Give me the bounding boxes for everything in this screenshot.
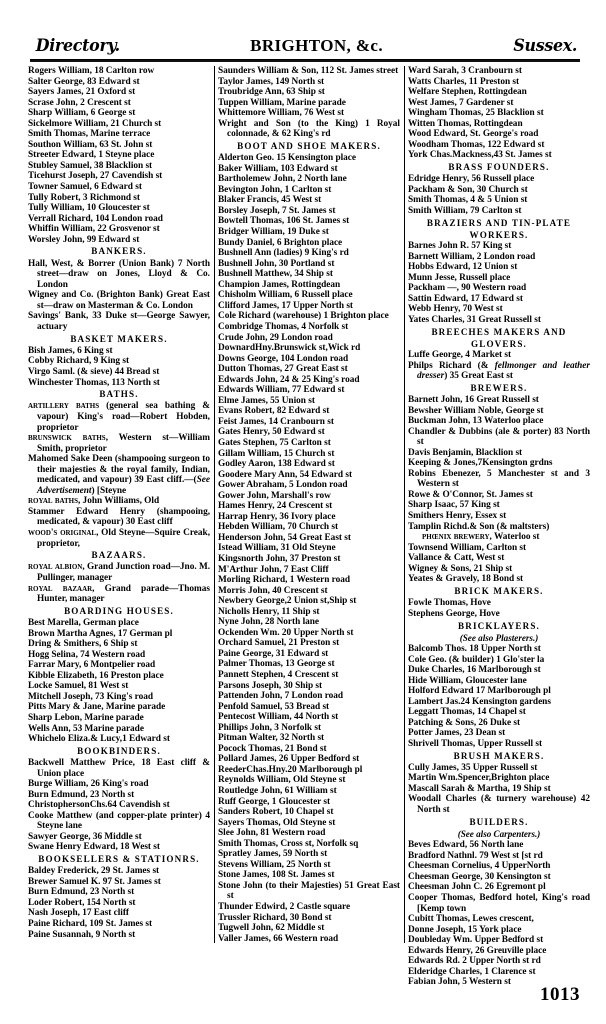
directory-entry: Nicholls Henry, 11 Ship st [218,606,320,617]
directory-entry: Chandler & Dubbins (ale & porter) 83 North st [408,426,590,448]
trade-heading: BRASS FOUNDERS. [448,162,550,173]
directory-entry: Harrap Henry, 36 Ivory place [218,511,336,522]
directory-entry: Edridge Henry, 56 Russell place [408,174,535,185]
directory-entry: Dring & Smithers, 6 Ship st [28,639,138,650]
directory-entry: Cheesman Cornelius, 4 UpperNorth [408,861,551,872]
trade-heading-continuation: WORKERS. [469,229,529,240]
directory-entry: Cole Geo. (& builder) 1 Glo'ster la [408,654,545,665]
directory-entry: Kingsnorth John, 37 Preston st [218,553,341,564]
directory-entry: Clifford James, 17 Upper North st [218,300,353,311]
directory-entry: Rowe & O'Connor, St. James st [408,489,533,500]
directory-entry: Palmer Thomas, 13 George st [218,659,335,670]
directory-entry: Sickelmore William, 21 Church st [28,118,162,129]
entry-italic-note: See Advertisement [37,475,210,496]
directory-entry: Morling Richard, 1 Western road [218,575,351,586]
directory-entry: Edwards Rd. 2 Upper North st rd [408,956,541,967]
directory-entry: Stevens William, 25 North st [218,859,331,870]
trade-heading: BREWERS. [470,382,528,393]
directory-entry: Stubley Samuel, 38 Blacklion st [28,160,153,171]
directory-entry: Slee John, 81 Western road [218,828,326,839]
directory-entry: ChristophersonChs.64 Cavendish st [28,800,170,811]
directory-column-2 [218,66,400,944]
directory-entry: Barnes John R. 57 King st [408,241,512,252]
directory-entry: Potter James, 23 Dean st [408,728,506,739]
directory-column-3 [408,66,590,988]
directory-entry: Vallance & Catt, West st [408,553,505,564]
directory-entry: Paine George, 31 Edward st [218,648,329,659]
directory-entry: Paine Susannah, 9 North st [28,929,136,940]
running-head-left: Directory. [35,36,120,55]
directory-entry: Ockenden Wm. 20 Upper North st [218,627,354,638]
entry-detail: (general sea bathing & vapour) King's road—Robert Hobden, proprietor [37,401,210,433]
directory-entry: Winchester Thomas, 113 North st [28,377,160,388]
directory-entry: Trussler Richard, 30 Bond st [218,912,332,923]
directory-entry: Cheesman John C. 26 Egremont pl [408,882,546,893]
directory-entry: Cheesman George, 30 Kensington st [408,871,551,882]
directory-entry: Edwards John, 24 & 25 King's road [218,374,360,385]
directory-entry: Bartholemew John, 2 North lane [218,174,347,185]
directory-entry: Combridge Thomas, 4 Norfolk st [218,321,349,332]
directory-entry: Backwell Matthew Price, 18 East cliff & Union place [28,757,210,779]
directory-entry: Barnett John, 16 Great Russell st [408,395,539,405]
directory-entry: Whichelo Eliza.& Lucy,1 Edward st [28,734,170,745]
entry-smallcaps-name: wood's original [28,528,97,538]
entry-italic-note: fellmonger and leather dresser [417,360,590,382]
entry-detail: , Western st—William Smith, proprietor [37,433,210,454]
directory-entry: Cole Richard (warehouse) 1 Brighton place [218,311,389,322]
directory-entry: York Chas.Mackness,43 St. James st [408,150,552,161]
directory-entry: Tugwell John, 62 Middle st [218,923,325,934]
directory-entry: Yates Charles, 31 Great Russell st [408,314,541,325]
directory-entry: Thunder Edwird, 2 Castle square [218,902,351,913]
directory-entry: Holford Edward 17 Marlborough pl [408,686,551,697]
directory-entry: Rogers William, 18 Carlton row [28,66,155,76]
directory-entry: Sattin Edward, 17 Edward st [408,293,523,304]
directory-entry: Borsley Joseph, 7 St. James st [218,205,336,216]
trade-heading: BRAZIERS AND TIN-PLATE [426,217,572,228]
directory-entry: Woodall Charles (& turnery warehouse) 42 North st [408,794,590,816]
directory-entry: Paine Richard, 109 St. James st [28,919,153,929]
directory-entry: Wright and Son (to the King) 1 Royal colonnade, & 62 King's rd [218,118,400,140]
directory-entry: Chisholm William, 6 Russell place [218,290,353,301]
directory-entry: Gates Henry, 50 Edward st [218,427,325,438]
directory-entry: Pattenden John, 7 London road [218,691,344,702]
directory-entry: Woodham Thomas, 122 Edward st [408,139,545,150]
directory-entry: Packham —, 90 Western road [408,283,527,294]
directory-entry: Champion James, Rottingdean [218,279,341,290]
directory-entry: Orchard Samuel, 21 Preston st [218,638,340,649]
directory-entry: Wigney and Co. (Brighton Bank) Great East st—draw on Masterman & Co. London [28,290,210,311]
column-divider-2 [400,66,408,971]
directory-entry: Bish James, 6 King st [28,345,113,356]
directory-entry: Bevington John, 1 Carlton st [218,184,332,195]
directory-entry: Martin Wm.Spencer,Brighton place [408,773,550,784]
trade-heading: BATHS. [99,389,139,400]
directory-entry: Mitchell Joseph, 73 King's road [28,691,153,702]
directory-entry: Sawyer George, 36 Middle st [28,831,142,842]
directory-entry: Yeates & Gravely, 18 Bond st [408,574,524,585]
directory-entry: Bridger William, 19 Duke st [218,227,329,238]
directory-entry: Elderidge Charles, 1 Clarence st [408,966,536,977]
trade-heading: BUILDERS. [469,816,529,827]
directory-entry: Hogg Selina, 74 Western road [28,649,146,660]
entry-smallcaps-name: brunswick baths [28,433,106,444]
directory-entry: Virgo Saml. (& sieve) 44 Bread st [28,366,160,377]
directory-entry: Burn Edmund, 23 North st [28,789,135,800]
directory-entry: Stone James, 108 St. James st [218,870,335,881]
entry-detail-tail: ) [Steyne [91,485,127,496]
directory-entry: Smithers Henry, Essex st [408,511,507,522]
directory-entry: Munn Jesse, Russell place [408,272,511,283]
directory-entry [28,528,210,549]
directory-entry: Pocock Thomas, 21 Bond st [218,743,327,754]
directory-entry: Downs George, 104 London road [218,353,349,364]
entry-detail: Mahomed Sake Deen (shampooing surgeon to their majesties & the royal family, Indian, medicated, and vapour) 39 East cliff.—( [28,454,210,486]
directory-entry: Hobbs Edward, 12 Union st [408,262,518,273]
directory-entry: Newbery George,2 Union st,Ship st [218,596,357,607]
directory-entry: Dutton Thomas, 27 Great East st [218,364,348,375]
directory-entry: Worsley John, 99 Edward st [28,234,140,245]
directory-entry: Townsend William, Carlton st [408,542,527,553]
directory-entry: Burge William, 26 King's road [28,779,149,790]
directory-entry: Sanders Robert, 10 Chapel st [218,807,334,818]
directory-entry: Goodere Mary Ann, 54 Edward st [218,469,353,480]
directory-entry: Routledge John, 61 William st [218,786,337,797]
trade-heading: BAZAARS. [91,550,147,561]
directory-entry: Spratley James, 59 North st [218,849,328,860]
cross-reference: (See also Plasterers.) [459,632,539,643]
trade-heading: BRUSH MAKERS. [453,750,545,761]
cross-reference: (See also Carpenters.) [457,828,541,839]
directory-entry [28,401,210,433]
trade-heading: BOOT AND SHOE MAKERS. [237,141,381,152]
directory-entry: Loder Robert, 154 North st [28,897,136,908]
directory-entry: Southon William, 63 St. John st [28,139,153,150]
entry-smallcaps-name: royal bazaar [28,583,93,594]
directory-entry: Balcomb Thos. 18 Upper North st [408,643,541,654]
directory-entry: Alderton Geo. 15 Kensington place [218,153,357,164]
entry-smallcaps-name: royal baths [28,496,78,507]
directory-entry: Salter George, 83 Edward st [28,76,140,87]
directory-entry: Savings' Bank, 33 Duke st—George Sawyer, actuary [28,311,210,332]
directory-entry: Leggatt Thomas, 14 Chapel st [408,707,526,718]
entry-detail-tail: ) 35 Great East st [444,371,513,382]
trade-heading-continuation: GLOVERS. [471,338,527,349]
directory-entry: Fowle Thomas, Hove [408,598,491,609]
directory-entry: Keeping & Jones,7Kensington grdns [408,458,553,469]
directory-entry [28,454,210,496]
directory-entry: DownardHny.Brunswick st,Wick rd [218,343,361,354]
directory-entry: Baldey Frederick, 29 St. James st [28,866,160,877]
directory-entry: Bundy Daniel, 6 Brighton place [218,237,343,248]
directory-entry: Burn Edmund, 23 North st [28,887,135,898]
directory-entry: Hide William, Gloucester lane [408,675,527,686]
directory-entry: Buckman John, 13 Waterloo place [408,416,544,427]
directory-entry: Smith William, 79 Carlton st [408,205,522,216]
running-head [28,36,582,56]
directory-entry: Wells Ann, 53 Marine parade [28,723,144,734]
directory-entry: Witten Thomas, Rottingdean [408,118,523,129]
directory-entry: Tully William, 10 Gloucester st [28,203,150,214]
directory-entry: Shrivell Thomas, Upper Russell st [408,738,543,749]
directory-entry: Cooke Matthew (and copper-plate printer) 4 Steyne lane [28,810,210,832]
trade-heading: BOOKBINDERS. [77,745,161,756]
directory-entry: Watts Charles, 11 Preston st [408,76,520,87]
directory-entry [28,496,210,507]
directory-entry: Cubitt Thomas, Lewes crescent, [408,914,534,925]
directory-entry: Troubridge Ann, 63 Ship st [218,87,325,98]
directory-entry: Gates Stephen, 75 Carlton st [218,437,331,448]
directory-entry: Bushnell John, 30 Portland st [218,258,335,269]
directory-entry: Smith Thomas, 4 & 5 Union st [408,195,528,206]
directory-entry: Taylor James, 149 North st [218,76,325,87]
directory-entry: Blaker Francis, 45 West st [218,195,322,206]
entry-detail: , John Williams, Old [77,496,160,507]
directory-entry: Bradford Nathnl. 79 West st [st rd [408,850,543,861]
directory-entry: Godley Aaron, 138 Edward st [218,459,335,470]
directory-entry: Saunders William & Son, 112 St. James street [218,66,399,76]
directory-entry: Fabian John, 5 Western st [408,977,511,988]
entry-detail: , Waterloo st [489,532,540,543]
trade-heading: BANKERS. [91,246,147,257]
directory-entry: Cobby Richard, 9 King st [28,356,130,367]
directory-entry: Pitman Walter, 32 North st [218,733,325,744]
directory-entry: Bushnell Ann (ladies) 9 King's rd [218,248,349,259]
directory-entry: Wingham Thomas, 25 Blacklion st [408,108,544,119]
trade-heading: BOARDING HOUSES. [64,605,174,616]
entry-smallcaps-name: royal albion [28,562,83,573]
directory-entry: Ticehurst Joseph, 27 Cavendish st [28,171,163,182]
column-divider-1 [210,66,218,971]
directory-entry: Smith Thomas, Marine terrace [28,129,151,140]
directory-entry: Stammer Edward Henry (shampooing, medicated, & vapour) 30 East cliff [28,506,210,528]
directory-entry: Nash Joseph, 17 East cliff [28,908,129,919]
directory-entry: Whittemore William, 76 West st [218,108,345,119]
directory-entry: Wood Edward, St. George's road [408,129,539,140]
directory-entry: Baker William, 103 Edward st [218,163,338,174]
page-number: 1013 [540,984,580,1005]
directory-entry: Packham & Son, 30 Church st [408,184,528,195]
directory-entry: Swane Henry Edward, 18 West st [28,842,160,853]
directory-entry: Best Marella, German place [28,618,139,629]
directory-entry: Brewer Samuel K. 97 St. James st [28,876,161,887]
directory-entry: Bushnell Matthew, 34 Ship st [218,269,333,280]
entry-detail: Philps Richard (& [408,360,495,371]
directory-entry: ReederChas.Hny.20 Marlborough pl [218,764,363,775]
directory-entry: Cooper Thomas, Bedford hotel, King's road [Kemp town [408,892,590,914]
directory-entry: Feist James, 14 Cranbourn st [218,416,334,427]
entry-smallcaps-name: phœnix brewery [422,532,490,543]
directory-entry: Pollard James, 26 Upper Bedford st [218,754,360,765]
directory-entry: Nyne John, 28 North lane [218,617,320,628]
directory-entry: Henderson John, 54 Great East st [218,532,351,543]
directory-entry: Sharp William, 6 George st [28,108,136,119]
directory-entry: Luffe George, 4 Market st [408,349,512,360]
directory-entry: Davis Benjamin, Blacklion st [408,447,523,458]
entry-detail: , Old Steyne—Squire Creak, proprietor, [37,528,210,549]
directory-entry [28,433,210,454]
directory-entry: Stone John (to their Majesties) 51 Great East st [218,880,400,902]
directory-entry: Mascall Sarah & Martha, 19 Ship st [408,783,551,794]
trade-heading: BASKET MAKERS. [70,333,168,344]
directory-entry [408,361,590,382]
running-head-right: Sussex. [512,36,577,55]
directory-entry: Farrar Mary, 6 Montpelier road [28,660,156,671]
directory-entry: Edwards Henry, 26 Greuville place [408,945,547,956]
directory-entry: Smith Thomas, Cross st, Norfolk sq [218,838,359,849]
directory-entry: Brown Martha Agnes, 17 German pl [28,628,173,639]
directory-entry: Verrall Richard, 104 London road [28,213,163,224]
directory-entry: Penfold Samuel, 53 Bread st [218,701,330,712]
directory-entry: Parsons Joseph, 30 Ship st [218,680,323,691]
entry-detail: , Grand parade—Thomas Hunter, manager [37,583,211,605]
directory-entry: Phillips John, 3 Norfolk st [218,722,322,733]
directory-entry: Evans Robert, 82 Edward st [218,406,330,417]
directory-entry: Doubleday Wm. Upper Bedford st [408,935,544,946]
directory-entry: Pannett Stephen, 4 Crescent st [218,670,339,680]
directory-entry: Ruff George, 1 Gloucester st [218,796,331,807]
directory-column-1 [28,66,210,940]
directory-entry [28,584,210,605]
directory-entry: Lambert Jas.24 Kensington gardens [408,696,551,707]
directory-entry: Istead William, 31 Old Steyne [218,543,336,554]
directory-entry: Gower John, Marshall's row [218,490,331,501]
directory-entry: Hebden William, 70 Church st [218,522,339,533]
directory-entry: West James, 7 Gardener st [408,97,514,108]
directory-entry: Wigney & Sons, 21 Ship st [408,563,513,574]
directory-entry: Bewsher William Noble, George st [408,405,544,416]
directory-entry: Kibble Elizabeth, 16 Preston place [28,670,164,681]
directory-entry: Ward Sarah, 3 Cranbourn st [408,66,522,76]
directory-entry: Pentecost William, 44 North st [218,712,339,723]
trade-heading: BREECHES MAKERS AND [431,326,567,337]
directory-entry: Barnett William, 2 London road [408,251,536,262]
directory-entry: Patching & Sons, 26 Duke st [408,717,521,728]
directory-entry: Tamplin Richd.& Son (& maltsters) [408,521,550,532]
directory-entry: Duke Charles, 16 Marlborough st [408,665,541,676]
directory-entry: Beves Edward, 56 North lane [408,840,524,851]
columns-container [28,66,590,988]
header-rule [30,59,580,62]
directory-entry: Sayers James, 21 Oxford st [28,87,136,98]
directory-entry: Gower Abraham, 5 London road [218,480,348,491]
directory-entry: Stephens George, Hove [408,608,500,619]
directory-entry: Sayers Thomas, Old Steyne st [218,817,336,828]
directory-entry: Tully Robert, 3 Richmond st [28,192,140,203]
entry-detail: , Grand Junction road—Jno. M. Pullinger, manager [37,562,210,584]
directory-entry: Scrase John, 2 Crescent st [28,97,131,108]
directory-entry: Towner Samuel, 6 Edward st [28,182,142,193]
directory-entry [28,562,210,583]
directory-entry: Crude John, 29 London road [218,332,333,343]
trade-heading: BRICKLAYERS. [458,620,540,631]
directory-entry: Edwards William, 77 Edward st [218,385,345,396]
directory-entry: Robins Ebenezer, 5 Manchester st and 3 Western st [408,468,590,490]
trade-heading: BOOKSELLERS & STATIONRS. [38,854,200,865]
directory-entry: Cully James, 35 Upper Russell st [408,762,538,773]
directory-entry: Sharp Lebon, Marine parade [28,712,144,723]
directory-entry: Whiffin William, 22 Grosvenor st [28,224,160,235]
directory-entry: Morris John, 40 Crescent st [218,585,328,596]
directory-entry: Sharp Isaac, 57 King st [408,500,500,511]
directory-entry: Streeter Edward, 1 Steyne place [28,150,155,161]
directory-entry: M'Arthur John, 7 East Cliff [218,564,329,575]
directory-entry: Hall, West, & Borrer (Union Bank) 7 North street—draw on Jones, Lloyd & Co. London [28,258,210,290]
directory-entry [408,532,590,543]
directory-entry: Valler James, 66 Western road [218,933,339,944]
directory-entry: Webb Henry, 70 West st [408,304,503,315]
trade-heading: BRICK MAKERS. [454,586,544,597]
directory-entry: Hames Henry, 24 Crescent st [218,501,333,512]
directory-entry: Tuppen William, Marine parade [218,97,346,108]
directory-entry: Reynolds William, Old Steyne st [218,775,346,786]
directory-entry: Bowtell Thomas, 106 St. James st [218,216,350,227]
directory-entry: Welfare Stephen, Rottingdean [408,87,527,98]
directory-entry: Elme James, 55 Union st [218,395,315,406]
directory-entry: Donne Joseph, 15 York place [408,924,522,935]
directory-entry: Pitts Mary & Jane, Marine parade [28,702,166,713]
running-head-center: BRIGHTON, &c. [250,36,383,55]
directory-entry: Gillam William, 15 Church st [218,448,335,459]
entry-smallcaps-name: artillery baths [28,401,100,412]
directory-entry: Locke Samuel, 81 West st [28,681,129,692]
